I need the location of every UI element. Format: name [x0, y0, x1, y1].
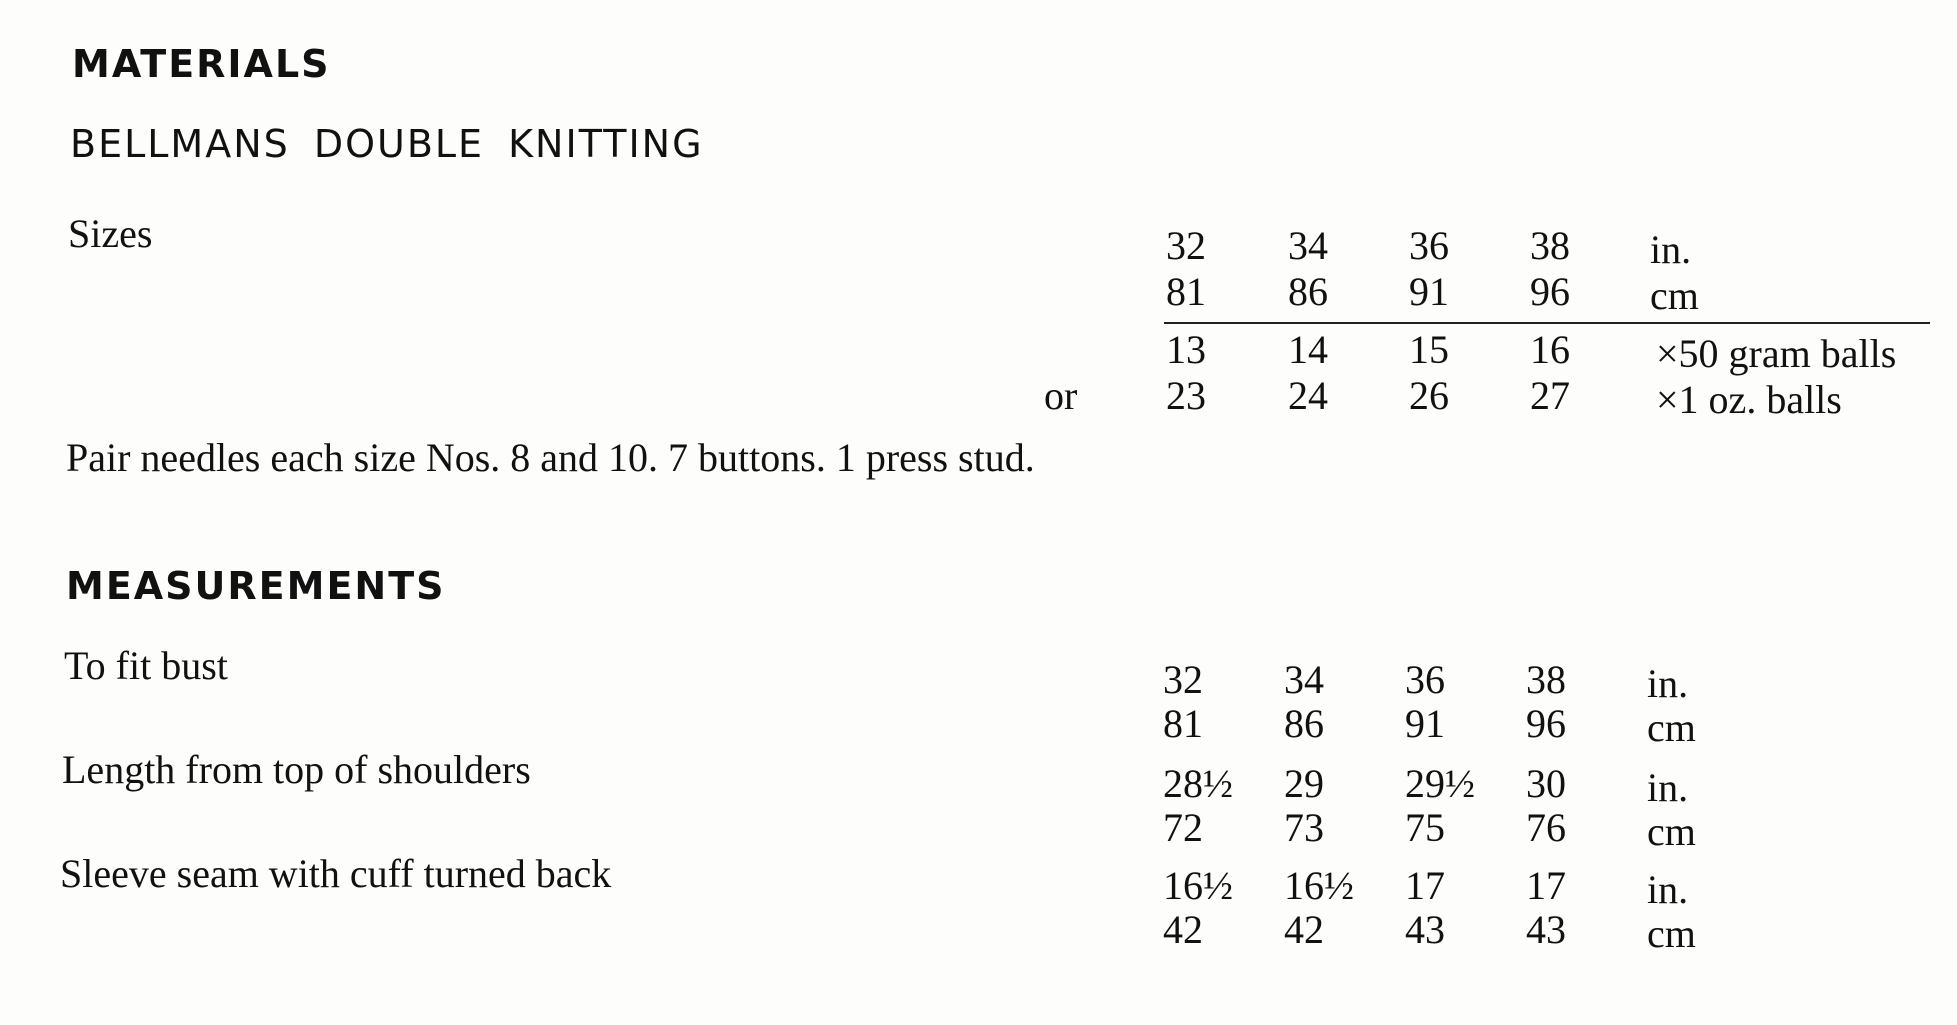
measurement-label: Length from top of shoulders	[62, 747, 531, 792]
measurement-in-cell: 34	[1284, 657, 1324, 702]
balls-1oz-unit: ×1 oz. balls	[1656, 377, 1842, 422]
measurement-cm-cell: 81	[1163, 701, 1203, 746]
measurement-in-cell: 17	[1405, 863, 1445, 908]
yarn-name: BELLMANS DOUBLE KNITTING	[70, 122, 704, 166]
measurement-in-cell: 29	[1284, 761, 1324, 806]
measurement-cm-cell: 75	[1405, 805, 1445, 850]
measurement-cm-unit: cm	[1647, 911, 1696, 956]
measurement-in-cell: 36	[1405, 657, 1445, 702]
measurement-in-cell: 38	[1526, 657, 1566, 702]
balls-50g-cell: 15	[1409, 327, 1449, 372]
measurement-in-cell: 28½	[1163, 761, 1233, 806]
measurement-cm-cell: 42	[1163, 907, 1203, 952]
measurement-in-cell: 32	[1163, 657, 1203, 702]
measurement-label: Sleeve seam with cuff turned back	[60, 851, 612, 896]
balls-1oz-cell: 24	[1288, 373, 1328, 418]
balls-1oz-cell: 23	[1166, 373, 1206, 418]
measurement-cm-cell: 42	[1284, 907, 1324, 952]
measurement-cm-cell: 72	[1163, 805, 1203, 850]
size-cm-unit: cm	[1650, 273, 1699, 318]
measurement-in-cell: 16½	[1163, 863, 1233, 908]
or-label: or	[1044, 373, 1078, 418]
measurement-cm-cell: 96	[1526, 701, 1566, 746]
measurements-heading: MEASUREMENTS	[66, 564, 446, 608]
measurement-in-cell: 30	[1526, 761, 1566, 806]
size-in-cell: 32	[1166, 223, 1206, 268]
size-cm-cell: 96	[1530, 269, 1570, 314]
size-in-cell: 36	[1409, 223, 1449, 268]
balls-1oz-cell: 26	[1409, 373, 1449, 418]
balls-50g-cell: 14	[1288, 327, 1328, 372]
materials-heading: MATERIALS	[72, 42, 331, 86]
size-in-unit: in.	[1650, 227, 1692, 272]
measurement-in-unit: in.	[1647, 661, 1689, 706]
sizes-label: Sizes	[68, 211, 153, 256]
measurement-cm-cell: 73	[1284, 805, 1324, 850]
measurement-in-unit: in.	[1647, 867, 1689, 912]
measurement-in-unit: in.	[1647, 765, 1689, 810]
size-in-cell: 34	[1288, 223, 1328, 268]
measurement-cm-cell: 43	[1526, 907, 1566, 952]
measurement-in-cell: 16½	[1284, 863, 1354, 908]
measurement-cm-cell: 86	[1284, 701, 1324, 746]
balls-50g-unit: ×50 gram balls	[1656, 331, 1897, 376]
size-cm-cell: 86	[1288, 269, 1328, 314]
measurement-cm-unit: cm	[1647, 809, 1696, 854]
size-cm-cell: 91	[1409, 269, 1449, 314]
extras-text: Pair needles each size Nos. 8 and 10. 7 buttons. 1 press stud.	[66, 435, 1035, 480]
measurement-cm-cell: 76	[1526, 805, 1566, 850]
size-cm-cell: 81	[1166, 269, 1206, 314]
measurement-cm-cell: 43	[1405, 907, 1445, 952]
balls-1oz-cell: 27	[1530, 373, 1570, 418]
table-rule	[1164, 322, 1930, 324]
measurement-in-cell: 29½	[1405, 761, 1475, 806]
size-in-cell: 38	[1530, 223, 1570, 268]
measurement-in-cell: 17	[1526, 863, 1566, 908]
measurement-cm-cell: 91	[1405, 701, 1445, 746]
measurement-cm-unit: cm	[1647, 705, 1696, 750]
balls-50g-cell: 13	[1166, 327, 1206, 372]
balls-50g-cell: 16	[1530, 327, 1570, 372]
measurement-label: To fit bust	[64, 643, 228, 688]
